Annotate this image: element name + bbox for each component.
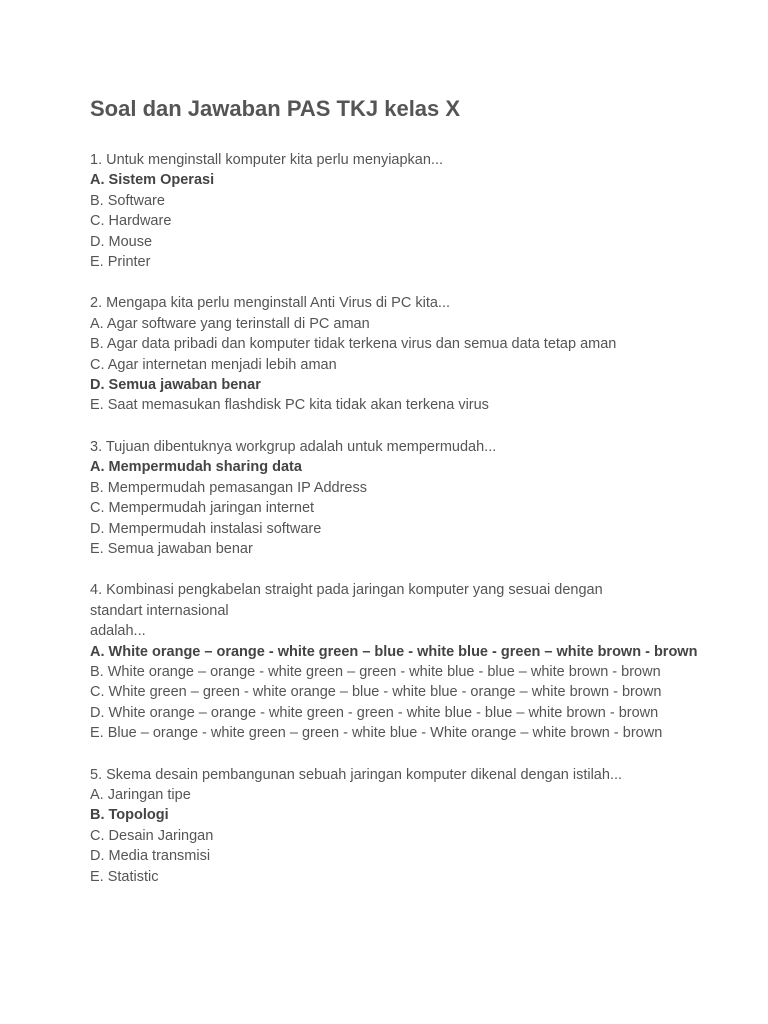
answer-option: D. Mouse [90, 233, 153, 250]
question-block-2 [90, 293, 708, 415]
question-block-1 [90, 150, 708, 272]
answer-option: D. Mempermudah instalasi software [90, 520, 322, 537]
answer-option: B. White orange – orange - white green – green - white blue - blue – white brown - brown [90, 663, 661, 680]
answer-option: B. Software [90, 192, 165, 209]
answer-option-correct: B. Topologi [90, 807, 169, 824]
answer-option: C. Agar internetan menjadi lebih aman [90, 356, 337, 373]
question-list [90, 150, 708, 887]
answer-option: E. Statistic [90, 868, 159, 885]
answer-option: C. White green – green - white orange – blue - white blue - orange – white brown - brown [90, 684, 662, 701]
question-prompt: 2. Mengapa kita perlu menginstall Anti Virus di PC kita... [90, 295, 451, 312]
question-block-3 [90, 437, 708, 559]
answer-option: E. Blue – orange - white green – green - white blue - White orange – white brown - brown [90, 725, 663, 742]
question-prompt: 4. Kombinasi pengkabelan straight pada jaringan komputer yang sesuai dengan [90, 582, 603, 599]
answer-option: E. Printer [90, 254, 151, 271]
question-prompt: standart internasional [90, 602, 229, 619]
question-prompt: 1. Untuk menginstall komputer kita perlu menyiapkan... [90, 152, 444, 168]
question-prompt: 5. Skema desain pembangunan sebuah jaringan komputer dikenal dengan istilah... [90, 766, 623, 783]
question-prompt: 3. Tujuan dibentuknya workgrup adalah untuk mempermudah... [90, 438, 497, 455]
answer-option: C. Desain Jaringan [90, 827, 214, 844]
answer-option-correct: A. Mempermudah sharing data [90, 459, 302, 476]
answer-option: E. Saat memasukan flashdisk PC kita tidak akan terkena virus [90, 397, 489, 414]
question-block-4 [90, 580, 708, 743]
answer-option: A. Jaringan tipe [90, 786, 191, 803]
answer-option: A. Agar software yang terinstall di PC aman [90, 315, 370, 332]
answer-option: B. Agar data pribadi dan komputer tidak terkena virus dan semua data tetap aman [90, 336, 617, 353]
question-prompt: adalah... [90, 623, 146, 640]
answer-option: D. Media transmisi [90, 848, 211, 865]
answer-option-correct: A. White orange – orange - white green – blue - white blue - green – white brown - brown [90, 643, 698, 660]
answer-option: C. Hardware [90, 213, 172, 230]
answer-option-correct: D. Semua jawaban benar [90, 377, 261, 394]
question-block-5 [90, 765, 708, 887]
answer-option-correct: A. Sistem Operasi [90, 172, 215, 189]
document-title: Soal dan Jawaban PAS TKJ kelas X [90, 96, 461, 121]
answer-option: E. Semua jawaban benar [90, 540, 253, 557]
answer-option: D. White orange – orange - white green - green - white blue - blue – white brown - brown [90, 704, 659, 721]
answer-option: C. Mempermudah jaringan internet [90, 500, 315, 517]
answer-option: B. Mempermudah pemasangan IP Address [90, 479, 368, 496]
